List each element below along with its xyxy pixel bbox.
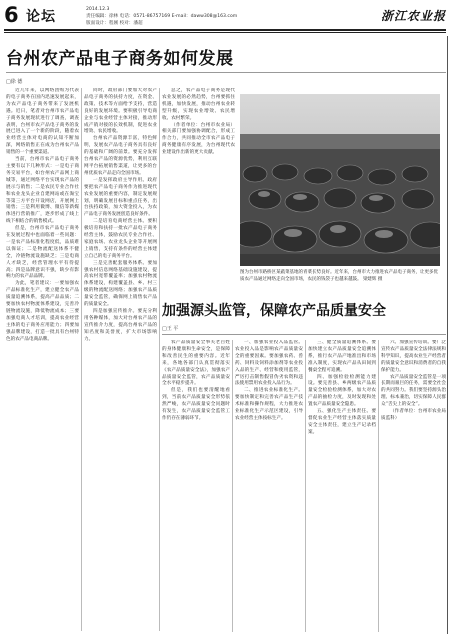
article-byline: □徐 德	[6, 79, 23, 85]
article-2-divider	[162, 334, 446, 335]
page-edge-rule	[447, 36, 448, 634]
paragraph: 农产品质量安全事关老百姓的身体健康和生命安全，是保障和改善民生的重要内容。近年来，各地各部门认真贯彻落实《农产品质量安全法》，加强农产品质量安全监管，农产品质量安全水平稳步提升。	[162, 340, 230, 387]
article-title: 台州农产品电子商务如何发展	[6, 49, 234, 69]
page-number: 6	[4, 3, 19, 27]
paragraph: 但是，我们也要清醒地看到，当前农产品质量安全形势依然严峻，农产品质量安全问题时有发生，农产品质量安全监管工作仍存在薄弱环节。	[162, 388, 230, 421]
paragraph: 六、加强宣传培训。要广泛宣传农产品质量安全法律法规和科学知识，提高农业生产经营者的质量安全意识和消费者的自我保护能力。	[381, 340, 446, 373]
paragraph: 总之，农产品电子商务是现代农业发展的必然趋势，台州要抓住机遇，加快发展，推动台州农业转型升级，实现农业增效、农民增收、农村繁荣。	[162, 88, 235, 121]
header-rule-thin	[4, 32, 446, 33]
paragraph: 但是，台州市农产品电子商务在发展过程中也面临着一些问题：一是农产品标准化程度低，品质难以保证；二是物流配送体系不健全，冷链物流设施缺乏；三是电商人才缺乏，经营管理水平有待提高；四是品牌意识不强，缺少有影响力的农产品品牌。	[6, 226, 79, 280]
column-divider	[232, 340, 233, 632]
paragraph: 四、加强检验检测能力建设。要完善县、乡两级农产品质量安全检验检测体系，加大对农产品的抽检力度，及时发现和处置农产品质量安全隐患。	[308, 374, 376, 408]
article-column-1	[6, 88, 79, 631]
article-2-column-2	[235, 340, 303, 632]
paragraph: 三是完善配套服务体系。要加强农村信息网络基础设施建设，提高农村宽带覆盖率；加强农村物流体系建设，构建覆盖县、乡、村三级的物流配送网络；加强农产品质量安全监管，确保网上销售农产品的质量安全。	[84, 260, 157, 308]
page-header	[4, 4, 446, 28]
masthead-logo: 浙江农业报	[380, 9, 446, 23]
paragraph: 一是发挥政府主导作用。政府要把农产品电子商务作为推进现代农业发展的重要内容，制定发展规划，明确发展目标和重点任务，出台扶持政策，加大资金投入，为农产品电子商务发展创造良好条件。	[84, 177, 157, 218]
paragraph: 近几年来，以网络团购为代表的电子商务在国内迅速发展起来，为农产品电子商务带来了发展机遇。近日，笔者对台州市农产品电子商务发展现状进行了调查，调查表明，台州市农产品电子商务的发展已进入了一个新的阶段，随着农业经营主体对电商的认知不断加深，网络销售正在成为台州农产品销售的一个重要渠道。	[6, 88, 79, 156]
article-column-3	[162, 88, 235, 226]
caption-text: 图为台州市路桥区某蔬菜基地的青菜长势良好。近年来，台州市大力推进农产品电子商务，让更多优质农产品通过网络走向全国市场，农民的钱袋子也越来越鼓。	[240, 270, 438, 282]
photo-credit: 梁建辉 摄	[362, 276, 383, 282]
paragraph: 农产品质量安全监管是一项长期而艰巨的任务，需要全社会的共同努力。我们要坚持源头治理、标本兼治，切实保障人民群众“舌尖上的安全”。	[381, 374, 446, 408]
column-divider	[378, 340, 379, 632]
article-column-2	[84, 88, 157, 631]
header-rule	[4, 29, 446, 31]
article-2-column-1	[162, 340, 230, 632]
paragraph: 同时，政府部门要加大对农产品电子商务的扶持力度，在资金、政策、技术等方面给予支持，营造良好的发展环境。要积极引导电商企业与农业经营主体对接，推动形成产销对接的长效机制，促进农业增效、农民增收。	[84, 88, 157, 135]
paragraph: 五、强化生产主体责任。要督促农业生产经营主体落实质量安全主体责任，建立生产记录档案。	[308, 409, 376, 435]
header-designer: 版面设计：程刚 校对：潘超	[86, 21, 143, 26]
paragraph: 当前，台州市农产品电子商务主要有以下几种形式：一是电子商务交易平台，如台州农产品网上商城等，通过网络平台实现农产品的展示与销售；二是农民专业合作社和农业龙头企业自建网站或在淘宝等第三方平台开设网店，开展网上销售；三是利用微博、微信等新媒体进行营销推广，逐步形成了线上线下相结合的销售模式。	[6, 157, 79, 225]
paragraph: 二、推进农业标准化生产。要加快制定和完善农产品生产技术标准和操作规程，大力推进农业标准化生产示范区建设，引导农业经营主体按标生产。	[235, 388, 303, 421]
title-divider	[6, 72, 446, 73]
article-2-column-3	[308, 340, 376, 632]
header-meta	[86, 6, 237, 27]
photo-caption	[240, 270, 440, 283]
paragraph: 二是培育电商经营主体。要积极培育和扶持一批农产品电子商务经营主体，鼓励农民专业合作社、家庭农场、农业龙头企业等开展网上销售，支持有条件的经营主体建立自己的电子商务平台。	[84, 219, 157, 259]
paragraph: 四是加强宣传推介。要充分利用各种媒体，加大对台州农产品的宣传推介力度，提高台州农产品的知名度和美誉度，扩大市场影响力。	[84, 309, 157, 342]
article-2-column-4	[381, 340, 446, 632]
header-contacts: 责任编辑：徐林 电话：0571-86757169 E-mail：daww308@163.com	[86, 14, 238, 19]
paragraph: （作者单位：台州市农业局）相关部门要加强协调配合，形成工作合力，共同推动全市农产品电子商务健康有序发展，为台州现代农业建设作出新的更大贡献。	[162, 122, 235, 156]
column-divider	[305, 340, 306, 632]
cabbage-field-photo	[240, 94, 440, 266]
paragraph: 台州农产品资源丰富，特色鲜明，发展农产品电子商务具有良好的基础和广阔的前景。要充分发挥台州农产品的资源优势，利用互联网平台拓展销售渠道，让更多的台州优质农产品走向全国市场。	[84, 136, 157, 176]
column-divider	[81, 88, 82, 631]
paragraph: 为此，笔者建议：一要加强农产品标准化生产，建立健全农产品质量追溯体系，提高产品品质；二要加快农村物流体系建设，完善冷链物流设施，降低物流成本；三要加强电商人才培训，提高农业经营主体的电子商务应用能力；四要加强品牌建设，打造一批具有台州特色的农产品电商品牌。	[6, 281, 79, 342]
article-2-title: 加强源头监管，保障农产品质量安全	[162, 303, 386, 319]
paragraph: 三、健全质量追溯体系。要加快建立农产品质量安全追溯体系，推行农产品产地准出和市场准入制度，实现农产品从田间到餐桌全程可追溯。	[308, 340, 376, 373]
column-divider	[159, 88, 160, 631]
paragraph: 一、加强农业投入品监管。农业投入品是影响农产品质量安全的重要因素。要加强农药、兽药、饲料及饲料添加剂等农业投入品的生产、经营和使用监管，严厉打击制售假冒伪劣农资和违法使用禁用农业投入品行为。	[235, 340, 303, 387]
article-2-byline: □王 平	[162, 326, 179, 332]
paragraph: （作者单位：台州市农业局质监科）	[381, 409, 446, 421]
issue-date: 2014.12.3	[86, 7, 110, 12]
section-name: 论坛	[26, 9, 56, 25]
